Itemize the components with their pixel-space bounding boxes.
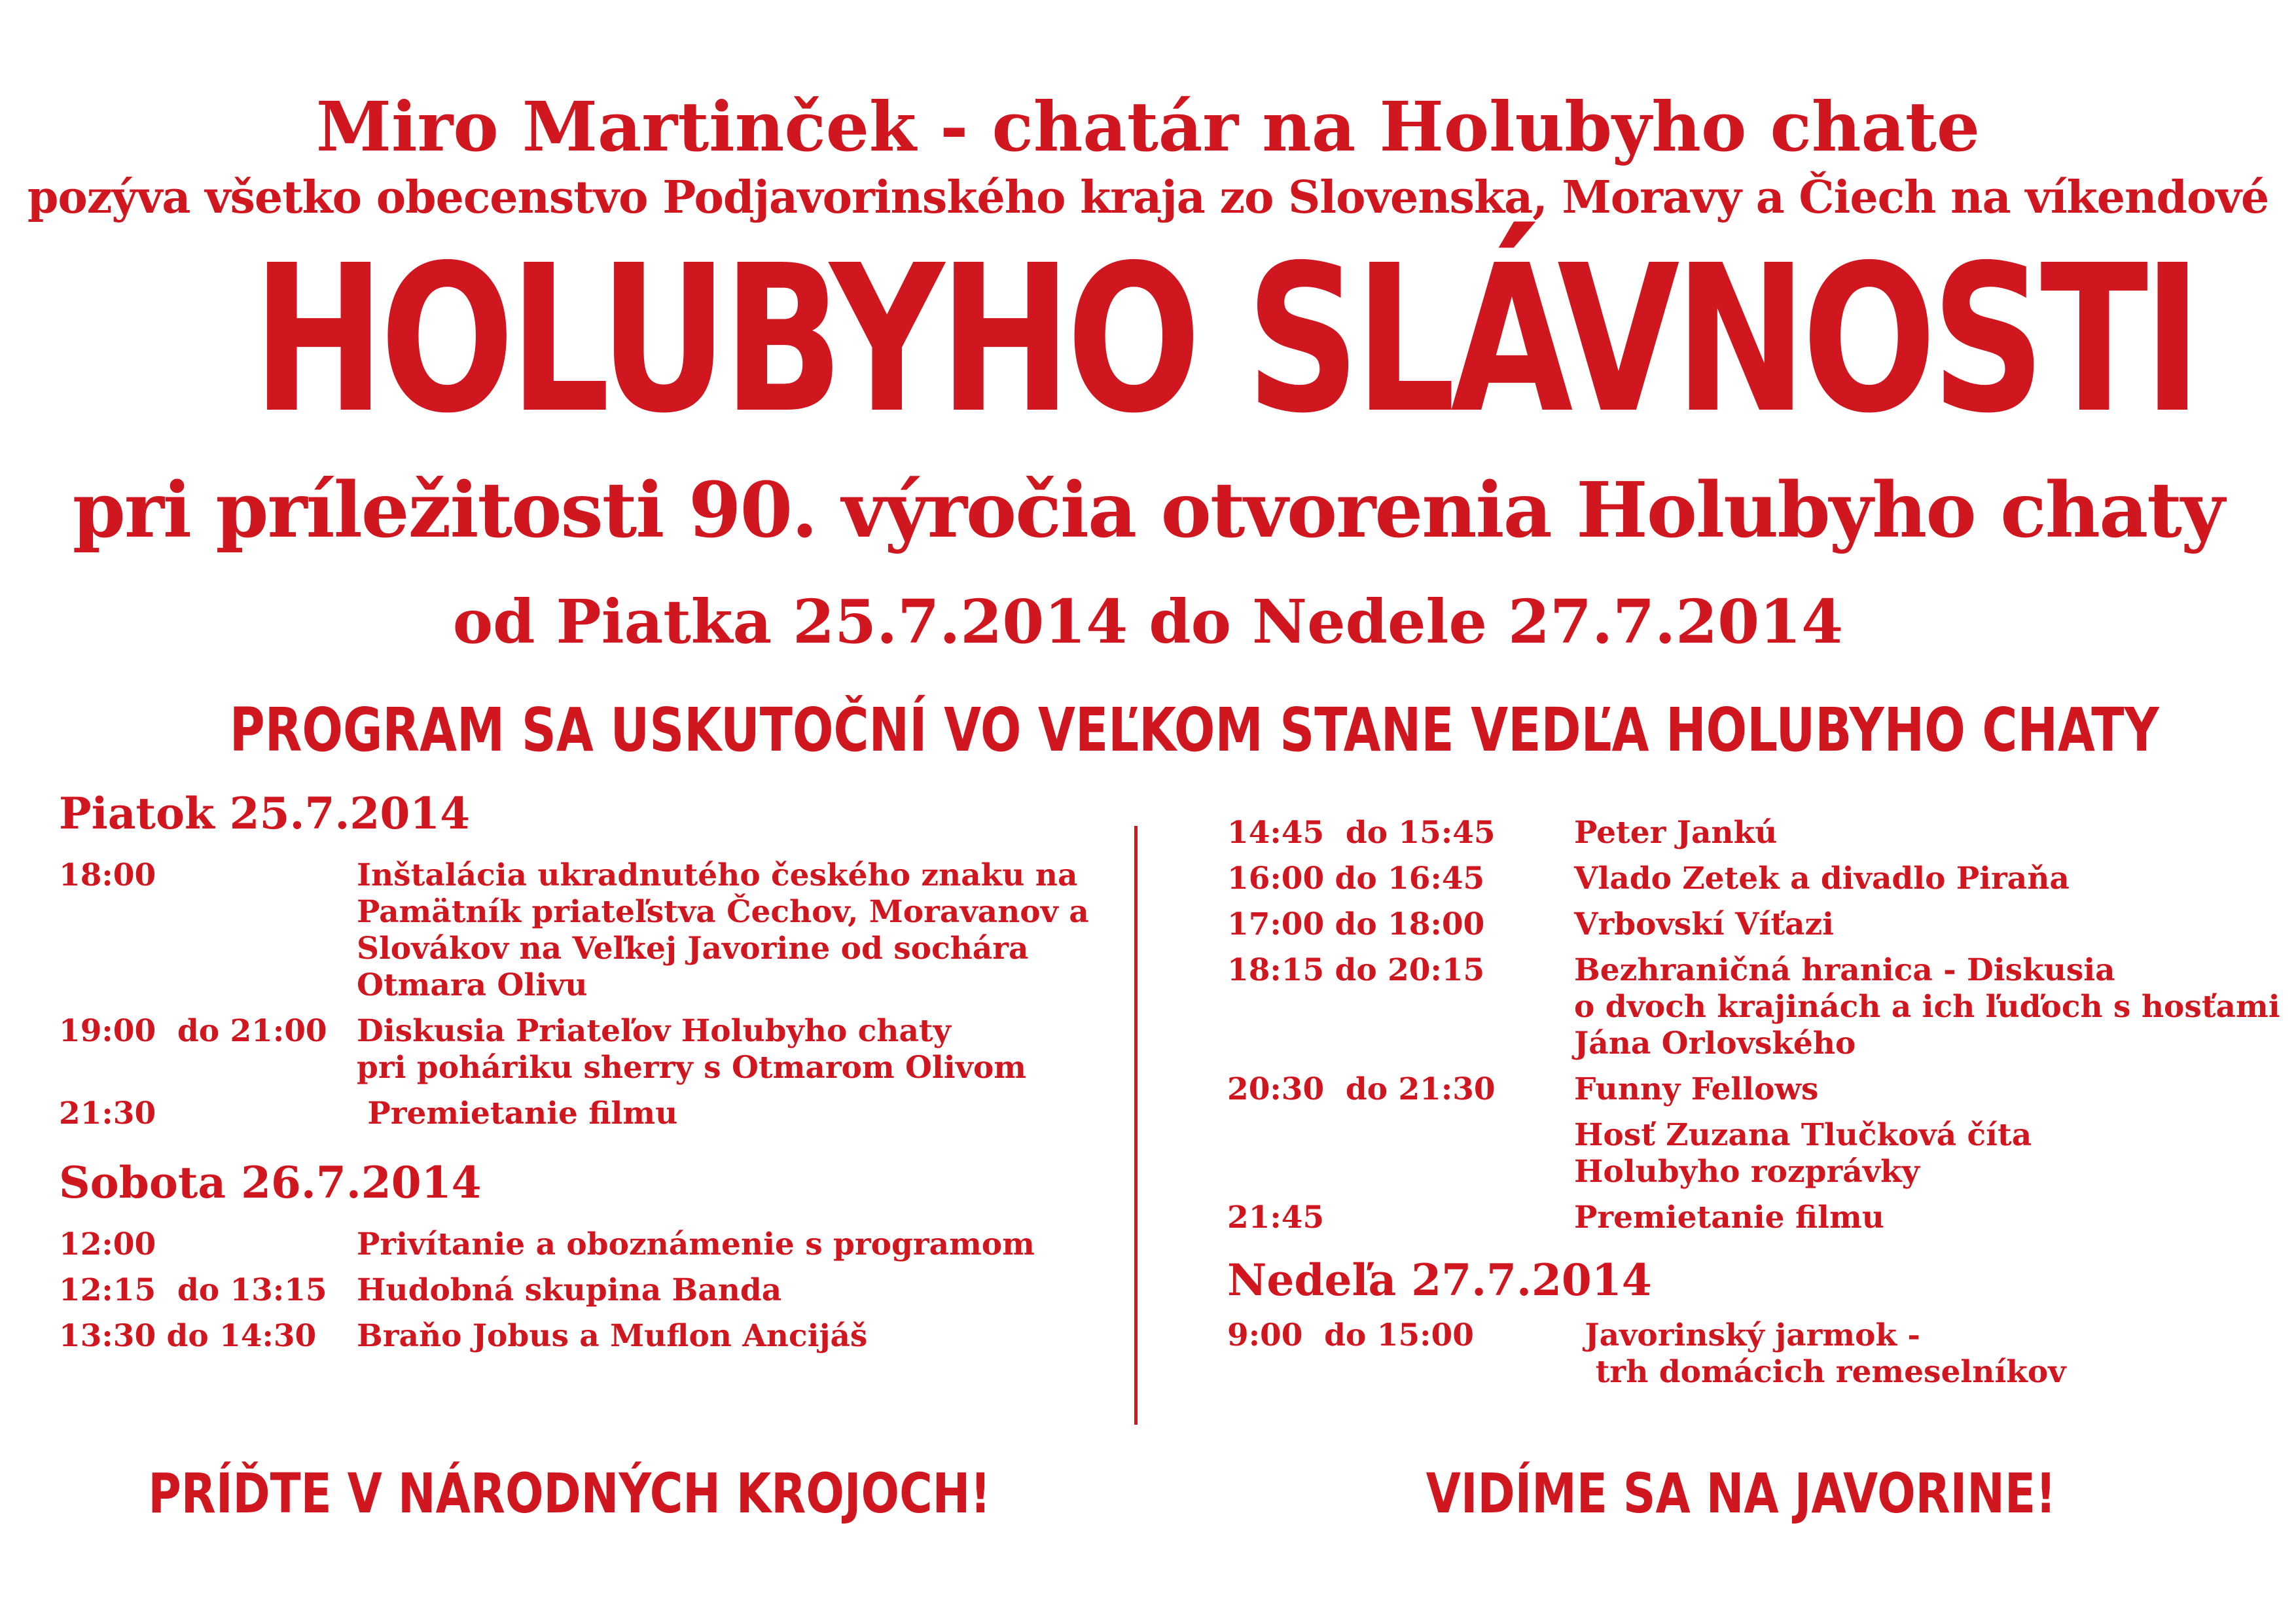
schedule-event-line: Holubyho rozprávky bbox=[1574, 1154, 1920, 1190]
schedule-time: 12:00 bbox=[59, 1226, 156, 1262]
schedule-item bbox=[1227, 1071, 2248, 1108]
schedule-item bbox=[1227, 1200, 2248, 1236]
host-line: Miro Martinček - chatár na Holubyho chate bbox=[315, 86, 1981, 167]
schedule-time: 18:00 bbox=[59, 857, 156, 893]
schedule-event-line: trh domácich remeselníkov bbox=[1574, 1354, 2066, 1390]
schedule-event-line: Privítanie a oboznámenie s programom bbox=[357, 1226, 1035, 1262]
schedule-event-line: Jána Orlovského bbox=[1574, 1026, 1856, 1061]
day-heading: Piatok 25.7.2014 bbox=[59, 788, 471, 839]
schedule-item bbox=[59, 1013, 1119, 1086]
schedule-item bbox=[1227, 1317, 2248, 1391]
main-title: HOLUBYHO SLÁVNOSTI bbox=[252, 222, 2197, 458]
invitation-line: pozýva všetko obecenstvo Podjavorinského kraja zo Slovenska, Moravy a Čiech na víkendové bbox=[27, 171, 2269, 224]
schedule-event-line: Vrbovskí Víťazi bbox=[1574, 906, 1835, 942]
schedule-item bbox=[59, 1318, 1119, 1355]
schedule-item bbox=[1227, 1117, 2248, 1190]
schedule-event-line: Hudobná skupina Banda bbox=[357, 1272, 782, 1308]
schedule-time: 20:30 do 21:30 bbox=[1227, 1071, 1496, 1107]
schedule-event-line: Vlado Zetek a divadlo Piraňa bbox=[1574, 861, 2070, 897]
schedule-item bbox=[59, 1272, 1119, 1309]
day-heading: Nedeľa 27.7.2014 bbox=[1227, 1255, 1652, 1306]
schedule-event-line: Funny Fellows bbox=[1574, 1071, 1819, 1107]
schedule-event-line: Pamätník priateľstva Čechov, Moravanov a bbox=[357, 894, 1089, 930]
schedule-time: 21:30 bbox=[59, 1096, 156, 1132]
schedule-event-line: Hosť Zuzana Tlučková číta bbox=[1574, 1117, 2032, 1153]
footer-right-slogan: VIDÍME SA NA JAVORINE! bbox=[1426, 1461, 2056, 1525]
schedule-event-line: Premietanie filmu bbox=[1574, 1200, 1884, 1236]
schedule-event-line: Diskusia Priateľov Holubyho chaty bbox=[357, 1013, 951, 1049]
schedule-event-line: Peter Jankú bbox=[1574, 815, 1778, 851]
schedule-time: 21:45 bbox=[1227, 1200, 1325, 1236]
schedule-item bbox=[1227, 906, 2248, 943]
schedule-item bbox=[59, 1226, 1119, 1263]
schedule-time: 16:00 do 16:45 bbox=[1227, 861, 1485, 897]
schedule-time: 14:45 do 15:45 bbox=[1227, 815, 1496, 851]
schedule-time: 9:00 do 15:00 bbox=[1227, 1317, 1474, 1353]
schedule-event-line: Javorinský jarmok - bbox=[1574, 1317, 1920, 1353]
day-heading: Sobota 26.7.2014 bbox=[59, 1157, 482, 1208]
schedule-item bbox=[59, 857, 1119, 1004]
dates-line: od Piatka 25.7.2014 do Nedele 27.7.2014 bbox=[452, 586, 1844, 657]
schedule-time: 12:15 do 13:15 bbox=[59, 1272, 327, 1308]
schedule-event-line: Otmara Olivu bbox=[357, 967, 588, 1003]
schedule-item bbox=[1227, 815, 2248, 851]
schedule-event-line: Braňo Jobus a Muflon Ancijáš bbox=[357, 1318, 868, 1354]
schedule-event-line: Slovákov na Veľkej Javorine od sochára bbox=[357, 931, 1029, 967]
schedule-event-line: Inštalácia ukradnutého českého znaku na bbox=[357, 857, 1078, 893]
schedule-event-line: Premietanie filmu bbox=[357, 1096, 678, 1132]
schedule-item bbox=[1227, 952, 2280, 1062]
schedule-time: 13:30 do 14:30 bbox=[59, 1318, 317, 1354]
schedule-time: 17:00 do 18:00 bbox=[1227, 906, 1485, 942]
schedule-time: 18:15 do 20:15 bbox=[1227, 952, 1485, 988]
occasion-line: pri príležitosti 90. výročia otvorenia Holubyho chaty bbox=[72, 466, 2224, 555]
column-divider bbox=[1134, 826, 1138, 1425]
schedule-item bbox=[1227, 861, 2248, 897]
schedule-event-line: Bezhraničná hranica - Diskusia bbox=[1574, 952, 2115, 988]
schedule-event-line: pri poháriku sherry s Otmarom Olivom bbox=[357, 1050, 1027, 1086]
schedule-item bbox=[59, 1096, 1119, 1132]
footer-left-slogan: PRÍĎTE V NÁRODNÝCH KROJOCH! bbox=[148, 1461, 991, 1525]
venue-line: PROGRAM SA USKUTOČNÍ VO VEĽKOM STANE VEDĽA HOLUBYHO CHATY bbox=[229, 695, 2159, 765]
schedule-time: 19:00 do 21:00 bbox=[59, 1013, 327, 1049]
schedule-event-line: o dvoch krajinách a ich ľuďoch s hosťami bbox=[1574, 989, 2280, 1025]
